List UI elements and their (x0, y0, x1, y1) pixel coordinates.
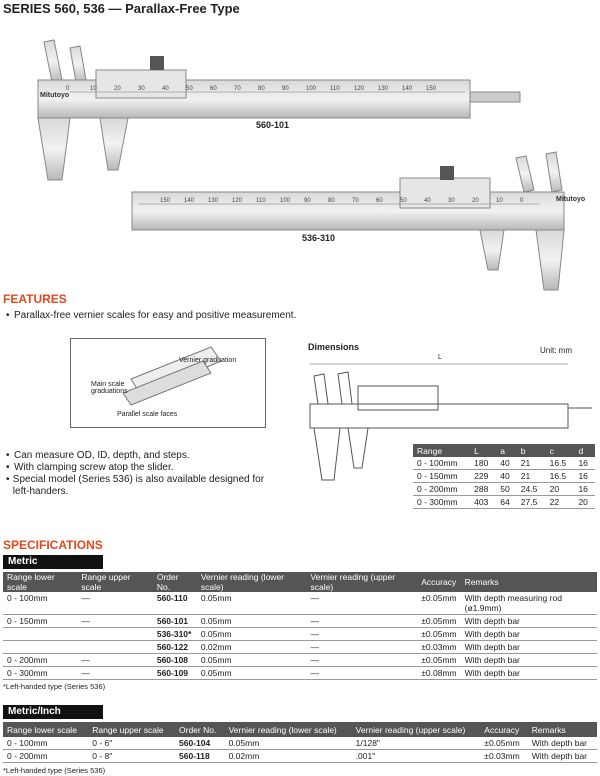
scale-number: 70 (352, 198, 359, 204)
feature-bullet-1: • Parallax-free vernier scales for easy and positive measurement. (6, 310, 297, 321)
table-cell: — (77, 592, 152, 615)
table-cell: 20 (546, 483, 575, 496)
table-cell: 0 - 200mm (3, 654, 77, 667)
spec-col-header: Range upper scale (88, 722, 175, 737)
table-row (413, 496, 595, 509)
scale-number: 90 (304, 198, 311, 204)
feature-bullet: • Special model (Series 536) is also available designed for left-handers. (6, 474, 265, 497)
table-cell: — (306, 654, 417, 667)
spec-col-header: Vernier reading (lower scale) (225, 722, 352, 737)
parallax-inset-diagram (70, 338, 266, 428)
feature-bullet: • Can measure OD, ID, depth, and steps. (6, 450, 190, 461)
table-cell: 0 - 200mm (413, 483, 470, 496)
table-cell: With depth bar (461, 654, 597, 667)
table-cell: With depth bar (461, 615, 597, 628)
inch-header-row (3, 722, 597, 737)
table-cell: 0 - 300mm (413, 496, 470, 509)
table-cell: 0.05mm (197, 592, 307, 615)
inch-bar: Metric/Inch (3, 705, 103, 719)
table-cell: 40 (496, 470, 517, 483)
spec-col-header: Vernier reading (upper scale) (352, 722, 481, 737)
table-cell: 0.05mm (197, 628, 307, 641)
scale-number: 30 (448, 198, 455, 204)
dim-letter-L: L (438, 354, 442, 361)
table-cell: 0.05mm (197, 667, 307, 680)
scale-number: 80 (328, 198, 335, 204)
table-cell: 1/128" (352, 737, 481, 750)
table-row (3, 737, 597, 750)
table-cell: ±0.05mm (417, 592, 460, 615)
table-cell: 0 - 100mm (3, 592, 77, 615)
metric-footnote: *Left-handed type (Series 536) (3, 682, 106, 691)
metric-spec-table (3, 572, 597, 680)
scale-number: 60 (376, 198, 383, 204)
scale-number: 80 (258, 86, 265, 92)
spec-col-header: Order No. (175, 722, 225, 737)
table-cell: 0 - 100mm (413, 457, 470, 470)
dim-col-header: Range (413, 444, 470, 457)
feature-bullet: • With clamping screw atop the slider. (6, 462, 174, 473)
table-cell: ±0.08mm (417, 667, 460, 680)
table-cell: 0 - 150mm (3, 615, 77, 628)
dimensions-table (413, 444, 595, 509)
table-row (3, 667, 597, 680)
page-title: SERIES 560, 536 — Parallax-Free Type (3, 1, 240, 16)
scale-number: 30 (138, 86, 145, 92)
table-cell: 0.05mm (197, 654, 307, 667)
table-cell: — (77, 654, 152, 667)
table-cell: 0 - 8" (88, 750, 175, 763)
spec-col-header: Accuracy (417, 572, 460, 592)
table-cell: With depth bar (528, 750, 597, 763)
scale-number: 140 (184, 198, 195, 204)
spec-col-header: Range lower scale (3, 572, 77, 592)
table-row (413, 483, 595, 496)
table-cell: 50 (496, 483, 517, 496)
caliper-536-310 (132, 152, 564, 290)
caliper-560-101 (38, 40, 520, 180)
inset-parallel-label: Parallel scale faces (117, 411, 178, 418)
feature-bullet-list (6, 450, 276, 498)
scale-number: 50 (186, 86, 193, 92)
table-cell: 16 (574, 470, 595, 483)
table-cell: 560-118 (175, 750, 225, 763)
table-cell: ±0.03mm (417, 641, 460, 654)
spec-col-header: Accuracy (480, 722, 527, 737)
table-cell: 0.05mm (197, 615, 307, 628)
table-row (3, 592, 597, 615)
table-cell: 16.5 (546, 470, 575, 483)
table-cell: 21 (517, 470, 546, 483)
table-cell: With depth bar (461, 628, 597, 641)
scale-number: 20 (114, 86, 121, 92)
table-cell: 560-122 (153, 641, 197, 654)
table-cell: 560-108 (153, 654, 197, 667)
dimensions-heading: Dimensions (308, 342, 360, 352)
table-cell: — (306, 592, 417, 615)
scale-number: 140 (402, 86, 413, 92)
brand-logo-top: Mitutoyo (40, 92, 70, 99)
table-cell (77, 641, 152, 654)
table-cell: — (306, 615, 417, 628)
scale-number: 0 (66, 86, 70, 92)
table-cell: — (77, 615, 152, 628)
table-row (3, 628, 597, 641)
brand-logo-bottom: Mitutoyo (556, 196, 586, 203)
table-cell: 0.02mm (197, 641, 307, 654)
scale-number: 120 (232, 198, 243, 204)
scale-number: 150 (160, 198, 171, 204)
table-cell: 64 (496, 496, 517, 509)
table-cell: 560-109 (153, 667, 197, 680)
table-cell: — (306, 667, 417, 680)
scale-number: 60 (210, 86, 217, 92)
spec-col-header: Remarks (461, 572, 597, 592)
table-cell: 288 (470, 483, 496, 496)
spec-col-header: Range lower scale (3, 722, 88, 737)
scale-number: 40 (162, 86, 169, 92)
scale-number: 0 (520, 198, 524, 204)
table-cell: ±0.05mm (417, 628, 460, 641)
scale-number: 40 (424, 198, 431, 204)
inset-main-label: Main scale graduations (91, 381, 128, 395)
features-heading: FEATURES (3, 292, 67, 306)
spec-col-header: Order No. (153, 572, 197, 592)
inset-vernier-label: Vernier graduation (179, 357, 237, 364)
scale-number: 50 (400, 198, 407, 204)
table-cell (3, 628, 77, 641)
spec-col-header: Vernier reading (upper scale) (306, 572, 417, 592)
scale-number: 150 (426, 86, 437, 92)
scale-number: 110 (330, 86, 340, 92)
table-cell: 0 - 100mm (3, 737, 88, 750)
metric-header-row (3, 572, 597, 592)
table-cell: 27.5 (517, 496, 546, 509)
table-cell: 229 (470, 470, 496, 483)
metric-bar: Metric (3, 555, 103, 569)
scale-number: 110 (256, 198, 266, 204)
dimensions-header-row (413, 444, 595, 457)
table-cell: ±0.05mm (417, 654, 460, 667)
table-cell: 0 - 6" (88, 737, 175, 750)
table-cell (77, 628, 152, 641)
table-cell: — (77, 667, 152, 680)
table-cell: 560-104 (175, 737, 225, 750)
table-cell: 560-110 (153, 592, 197, 615)
table-cell: With depth bar (461, 667, 597, 680)
dim-col-header: L (470, 444, 496, 457)
dim-col-header: b (517, 444, 546, 457)
table-cell: With depth bar (461, 641, 597, 654)
scale-number: 20 (472, 198, 479, 204)
table-cell: 180 (470, 457, 496, 470)
table-cell: 403 (470, 496, 496, 509)
table-cell: 20 (574, 496, 595, 509)
table-cell: ±0.03mm (480, 750, 527, 763)
table-cell: — (306, 641, 417, 654)
inch-spec-table (3, 722, 597, 763)
scale-number: 10 (496, 198, 503, 204)
top-scale-numbers (66, 86, 446, 96)
table-cell: 16 (574, 457, 595, 470)
caliper-label-bottom: 536-310 (302, 233, 336, 243)
dim-col-header: c (546, 444, 575, 457)
specifications-heading: SPECIFICATIONS (3, 538, 103, 552)
table-cell: 0 - 150mm (413, 470, 470, 483)
table-cell: 536-310* (153, 628, 197, 641)
scale-number: 130 (208, 198, 219, 204)
table-cell: — (306, 628, 417, 641)
scale-number: 120 (354, 86, 365, 92)
caliper-illustration (0, 30, 600, 300)
scale-number: 100 (280, 198, 291, 204)
table-cell: 24.5 (517, 483, 546, 496)
table-cell: 560-101 (153, 615, 197, 628)
table-row (3, 641, 597, 654)
table-cell: With depth bar (528, 737, 597, 750)
table-cell: 0.02mm (225, 750, 352, 763)
table-row (3, 615, 597, 628)
table-cell (3, 641, 77, 654)
table-row (413, 457, 595, 470)
scale-number: 10 (90, 86, 97, 92)
table-cell: .001" (352, 750, 481, 763)
table-cell: 40 (496, 457, 517, 470)
dim-col-header: d (574, 444, 595, 457)
caliper-label-top: 560-101 (256, 120, 290, 130)
table-cell: 16.5 (546, 457, 575, 470)
spec-col-header: Remarks (528, 722, 597, 737)
table-cell: ±0.05mm (417, 615, 460, 628)
table-cell: 21 (517, 457, 546, 470)
scale-number: 130 (378, 86, 389, 92)
unit-label: Unit: mm (540, 346, 572, 355)
bottom-scale-numbers (160, 198, 540, 208)
dim-col-header: a (496, 444, 517, 457)
table-cell: 22 (546, 496, 575, 509)
table-row (3, 654, 597, 667)
table-cell: 16 (574, 483, 595, 496)
table-cell: ±0.05mm (480, 737, 527, 750)
scale-number: 70 (234, 86, 241, 92)
scale-number: 90 (282, 86, 289, 92)
spec-col-header: Vernier reading (lower scale) (197, 572, 307, 592)
spec-col-header: Range upper scale (77, 572, 152, 592)
table-cell: 0 - 200mm (3, 750, 88, 763)
feature-bullet-1-text: Parallax-free vernier scales for easy and positive measurement. (14, 310, 297, 321)
table-row (3, 750, 597, 763)
table-row (413, 470, 595, 483)
scale-number: 100 (306, 86, 317, 92)
table-cell: 0 - 300mm (3, 667, 77, 680)
inch-footnote: *Left-handed type (Series 536) (3, 766, 106, 775)
table-cell: 0.05mm (225, 737, 352, 750)
table-cell: With depth measuring rod (ø1.9mm) (461, 592, 597, 615)
